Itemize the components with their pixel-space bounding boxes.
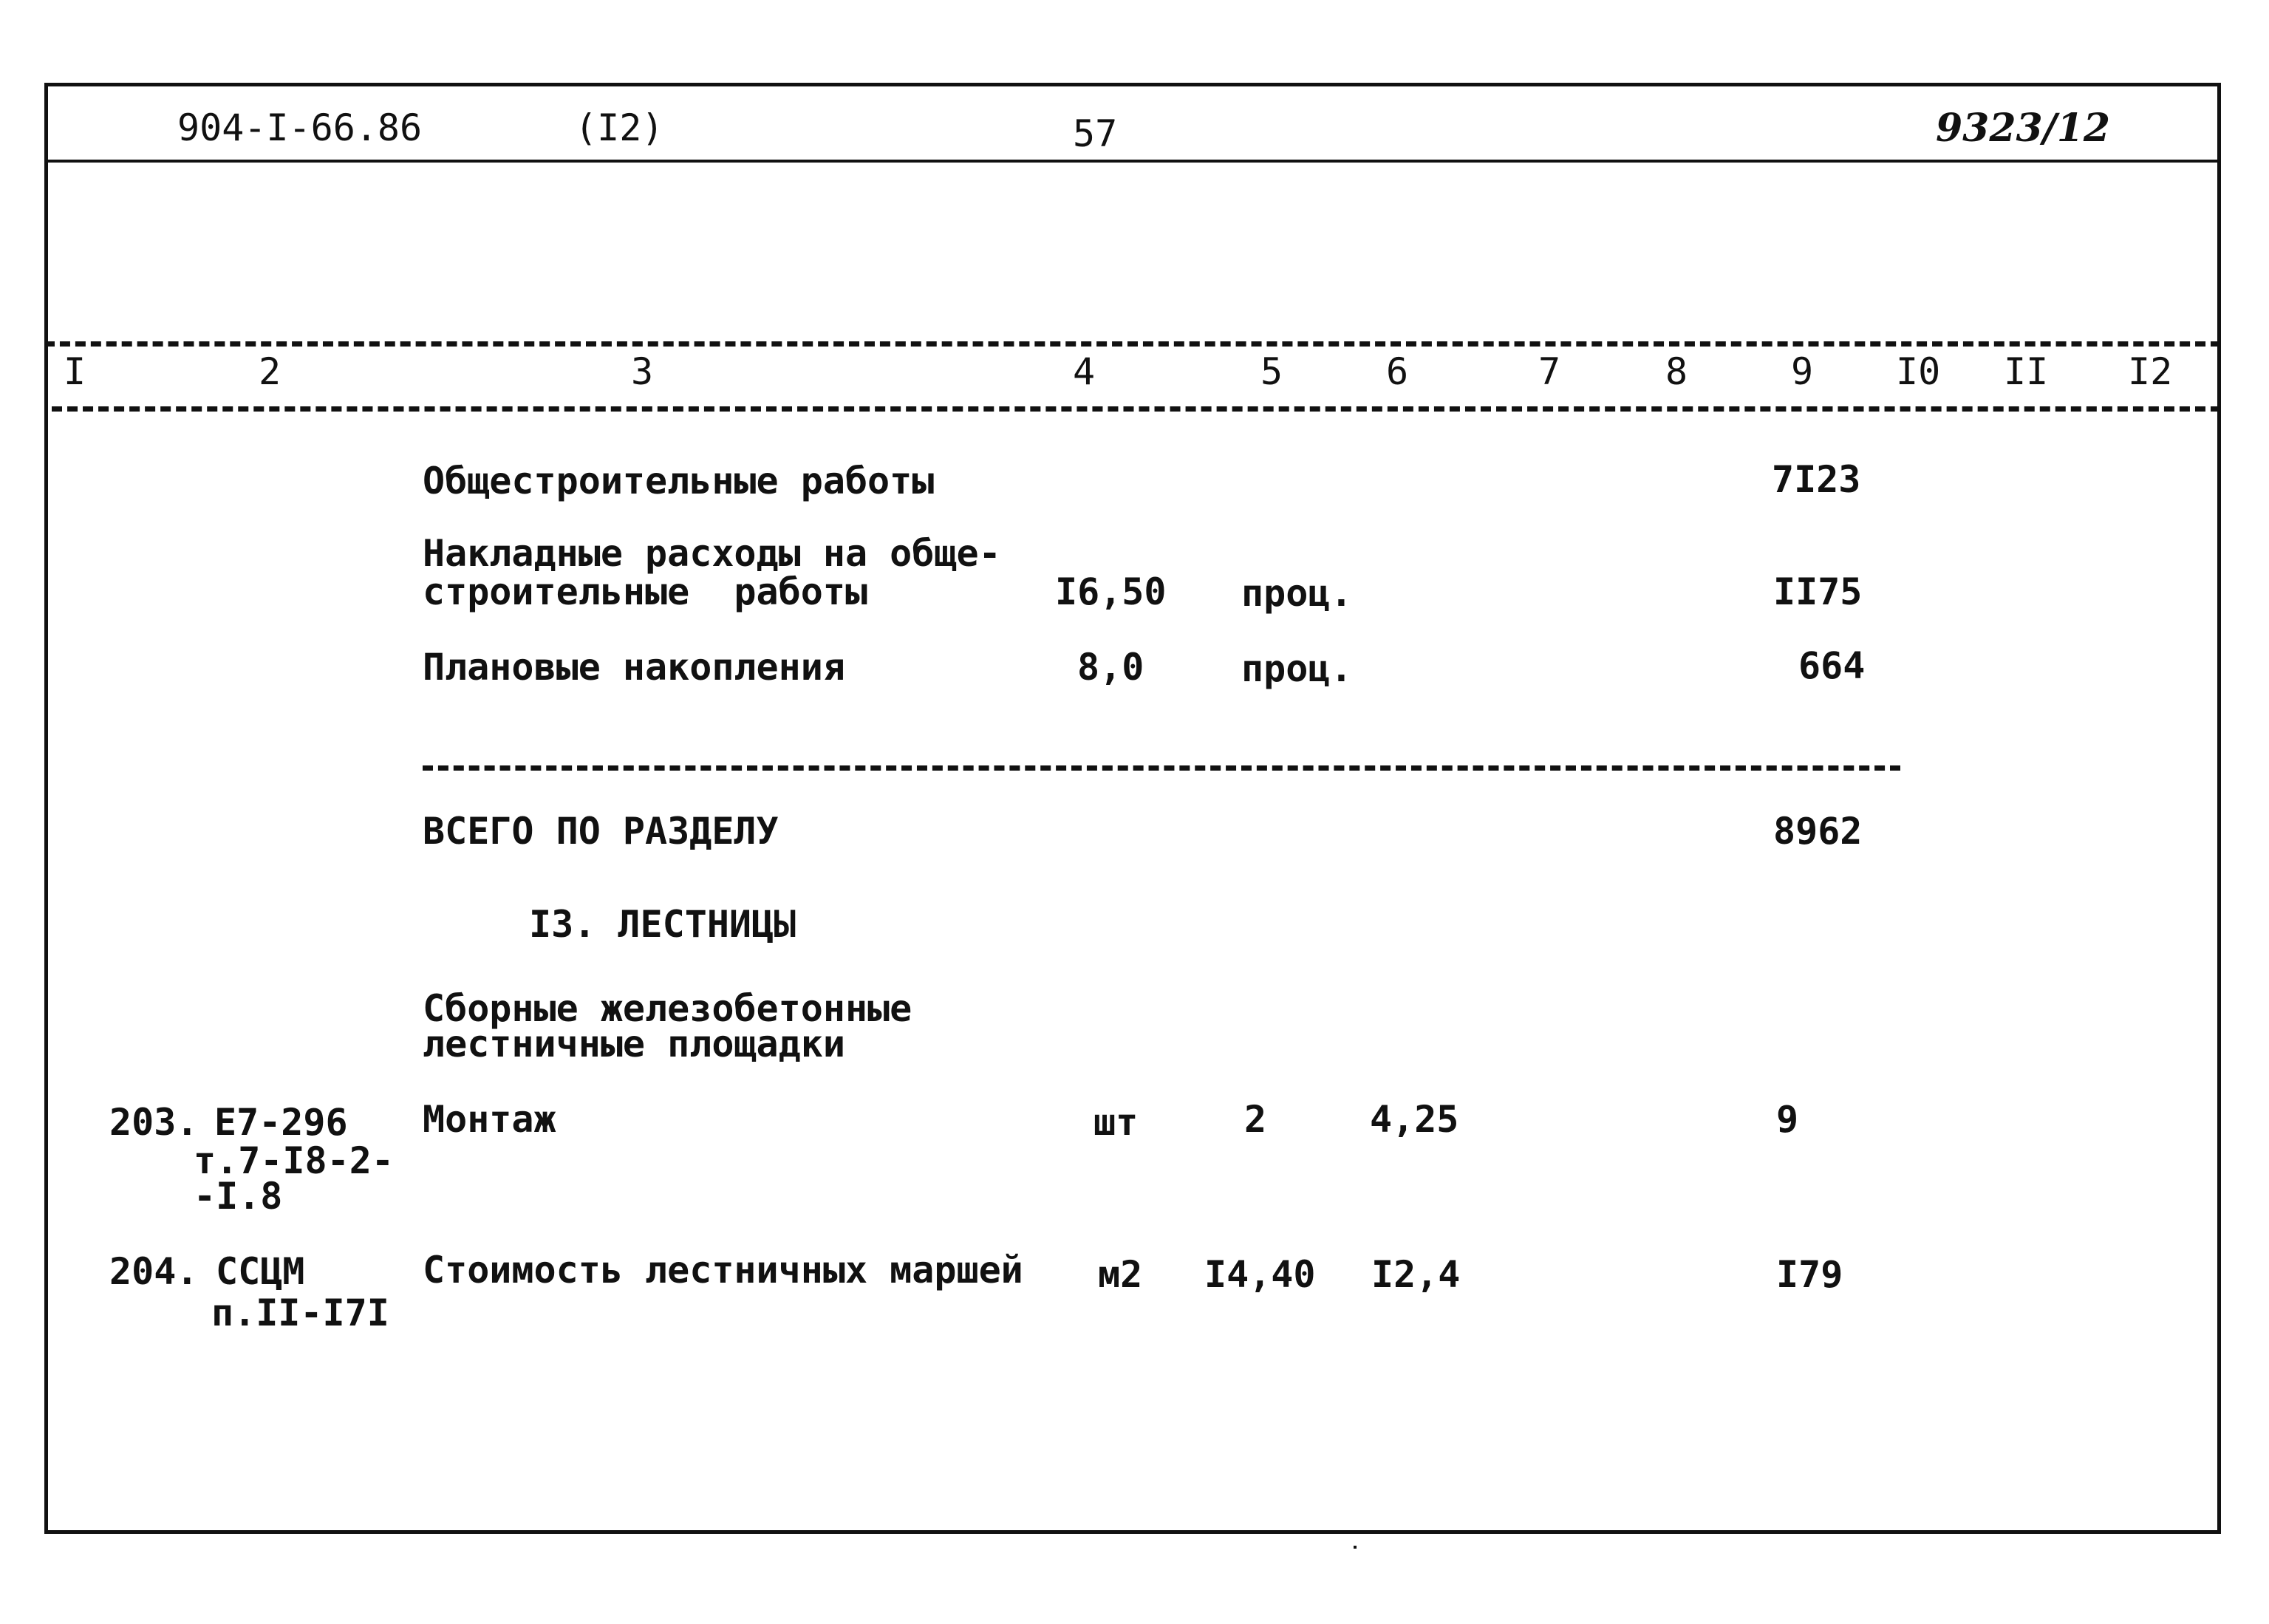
- item-code-line1: ССЦМ: [216, 1250, 305, 1293]
- section-total-value: 8962: [1773, 810, 1863, 853]
- column-number: I2: [2128, 350, 2173, 393]
- column-number: II: [2004, 350, 2049, 393]
- general-works-total: 7I23: [1772, 458, 1861, 501]
- item-quantity: I4,40: [1204, 1253, 1316, 1296]
- item-number: 203.: [109, 1101, 199, 1144]
- planned-accumulation-unit: проц.: [1241, 647, 1353, 690]
- column-number: I: [64, 350, 86, 393]
- overhead-label-line1: Накладные расходы на обще-: [423, 532, 1001, 575]
- item-unit: шт: [1093, 1101, 1139, 1144]
- item-code-line1: E7-296: [214, 1101, 348, 1144]
- column-number: 9: [1791, 350, 1814, 393]
- item-name: Стоимость лестничных маршей: [423, 1249, 1023, 1292]
- section-title: I3. ЛЕСТНИЦЫ: [529, 903, 796, 946]
- column-number: 4: [1073, 350, 1096, 393]
- page-number: 57: [1073, 112, 1118, 155]
- item-total: 9: [1776, 1098, 1799, 1141]
- column-number: 6: [1386, 350, 1409, 393]
- item-number: 204.: [109, 1250, 199, 1293]
- item-total: I79: [1776, 1253, 1843, 1296]
- column-number: I0: [1896, 350, 1941, 393]
- section-total-label: ВСЕГО ПО РАЗДЕЛУ: [423, 810, 779, 853]
- column-number: 2: [259, 350, 282, 393]
- planned-accumulation-total: 664: [1798, 644, 1866, 687]
- part-number: (I2): [575, 106, 664, 149]
- column-number: 3: [631, 350, 654, 393]
- group-heading-line1: Сборные железобетонные: [423, 987, 912, 1030]
- planned-accumulation-label: Плановые накопления: [423, 646, 845, 689]
- overhead-unit: проц.: [1241, 572, 1353, 615]
- item-code-line3: -I.8: [194, 1175, 283, 1218]
- planned-accumulation-rate: 8,0: [1077, 646, 1144, 689]
- item-price: I2,4: [1371, 1253, 1461, 1296]
- scan-speck: [1354, 1546, 1357, 1549]
- item-quantity: 2: [1244, 1098, 1267, 1141]
- item-unit: м2: [1098, 1253, 1143, 1296]
- overhead-total: II75: [1773, 570, 1863, 613]
- column-number: 5: [1260, 350, 1283, 393]
- scan-speck: [2209, 1531, 2212, 1534]
- item-code-line2: п.II-I7I: [211, 1292, 389, 1334]
- overhead-label-line2: строительные работы: [423, 570, 868, 613]
- column-header-bottom-rule: [52, 406, 2221, 412]
- group-heading-line2: лестничные площадки: [423, 1023, 845, 1065]
- item-price: 4,25: [1370, 1098, 1459, 1141]
- item-name: Монтаж: [423, 1098, 556, 1141]
- sheet-reference: 9323/12: [1936, 106, 2111, 151]
- column-number: 7: [1538, 350, 1561, 393]
- column-number: 8: [1665, 350, 1688, 393]
- overhead-rate: I6,50: [1055, 570, 1167, 613]
- doc-code: 904-I-66.86: [177, 106, 423, 149]
- column-header-top-rule: [44, 341, 2221, 347]
- subtotal-rule: [423, 765, 1900, 771]
- item-code-line2: т.7-I8-2-: [194, 1139, 394, 1182]
- general-works-label: Общестроительные работы: [423, 460, 935, 502]
- header-rule: [44, 160, 2221, 163]
